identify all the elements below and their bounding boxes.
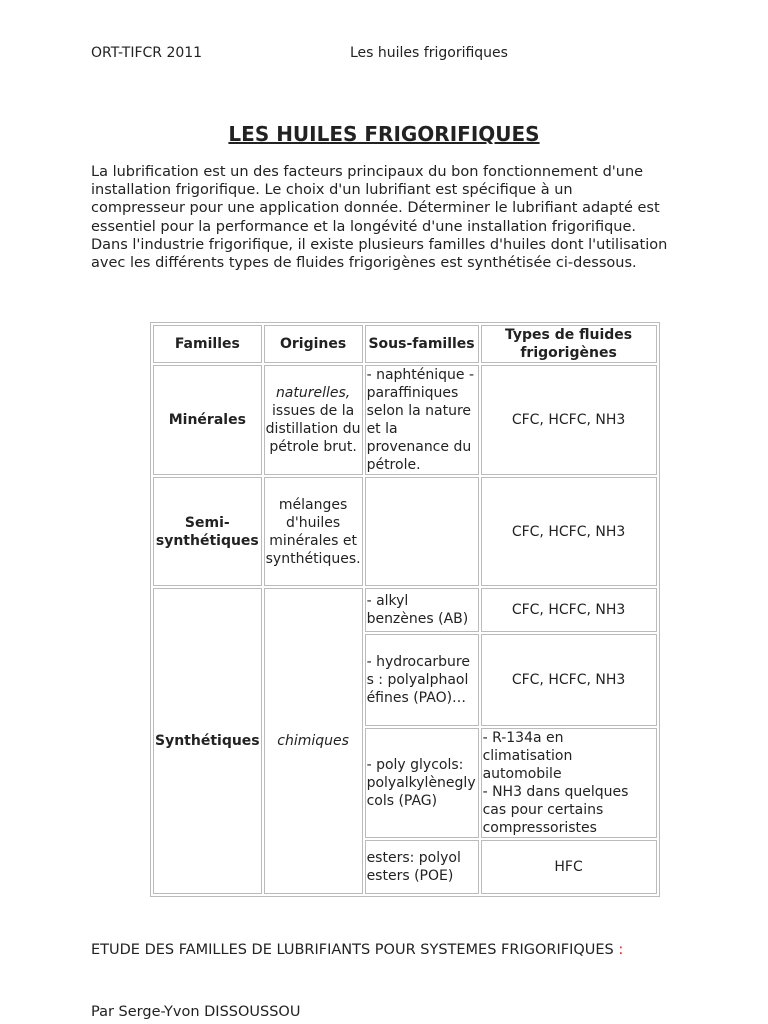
cell-sous-famille: - naphténique -paraffiniques selon la nature et la provenance du pétrole. bbox=[365, 365, 479, 475]
cell-fluides: CFC, HCFC, NH3 bbox=[481, 588, 657, 632]
cell-fluides-line: - R-134a en climatisation automobile bbox=[482, 730, 573, 782]
cell-sous-famille bbox=[365, 477, 479, 586]
section-heading-etude bbox=[91, 942, 623, 958]
col-header-familles: Familles bbox=[153, 325, 262, 363]
col-header-sous-familles: Sous-familles bbox=[365, 325, 479, 363]
author-line: Par Serge-Yvon DISSOUSSOU bbox=[91, 1004, 301, 1020]
table-row bbox=[153, 588, 657, 632]
header-center: Les huiles frigorifiques bbox=[350, 45, 508, 61]
header-left: ORT-TIFCR 2011 bbox=[91, 45, 203, 61]
section-heading-text: ETUDE DES FAMILLES DE LUBRIFIANTS POUR SYSTEMES FRIGORIFIQUES bbox=[91, 942, 614, 958]
cell-sous-famille: - hydrocarbures : polyalphaoléfines (PAO)… bbox=[365, 634, 479, 726]
cell-sous-famille: esters: polyol esters (POE) bbox=[365, 840, 479, 894]
cell-sous-famille: - alkyl benzènes (AB) bbox=[365, 588, 479, 632]
oil-families-table bbox=[150, 322, 660, 897]
cell-fluides-line: - NH3 dans quelques cas pour certains compressoristes bbox=[482, 784, 629, 836]
cell-origine: mélanges d'huiles minérales et synthétiques. bbox=[264, 477, 363, 586]
cell-fluides: CFC, HCFC, NH3 bbox=[481, 634, 657, 726]
cell-famille: Semi-synthétiques bbox=[153, 477, 262, 586]
page-title: LES HUILES FRIGORIFIQUES bbox=[228, 122, 540, 146]
col-header-types-fluides: Types de fluides frigorigènes bbox=[481, 325, 657, 363]
cell-fluides: CFC, HCFC, NH3 bbox=[481, 477, 657, 586]
table-header-row bbox=[153, 325, 657, 363]
intro-paragraph: La lubrification est un des facteurs principaux du bon fonctionnement d'une installation frigorifique. Le choix d'un lubrifiant est spécifique à un compresseur pour une application donnée. Déterminer le lubrifiant adapté est essentiel pour la performance et la longévité d'une installation frigorifique. Dans l'industrie frigorifique, il existe plusieurs familles d'huiles dont l'utilisation avec les différents types de fluides frigorigènes est synthétisée ci-dessous. bbox=[91, 164, 668, 272]
cell-fluides: HFC bbox=[481, 840, 657, 894]
cell-origine bbox=[264, 365, 363, 475]
cell-fluides: CFC, HCFC, NH3 bbox=[481, 365, 657, 475]
cell-famille: Synthétiques bbox=[153, 588, 262, 894]
col-header-origines: Origines bbox=[264, 325, 363, 363]
cell-origine: chimiques bbox=[264, 588, 363, 894]
section-heading-colon: : bbox=[618, 942, 624, 958]
table-row bbox=[153, 365, 657, 475]
cell-fluides bbox=[481, 728, 657, 838]
cell-sous-famille: - poly glycols: polyalkylèneglycols (PAG) bbox=[365, 728, 479, 838]
cell-origine-emphasis: naturelles, bbox=[275, 385, 351, 401]
cell-famille: Minérales bbox=[153, 365, 262, 475]
cell-origine-text: issues de la distillation du pétrole brut. bbox=[265, 403, 361, 455]
table-row bbox=[153, 477, 657, 586]
